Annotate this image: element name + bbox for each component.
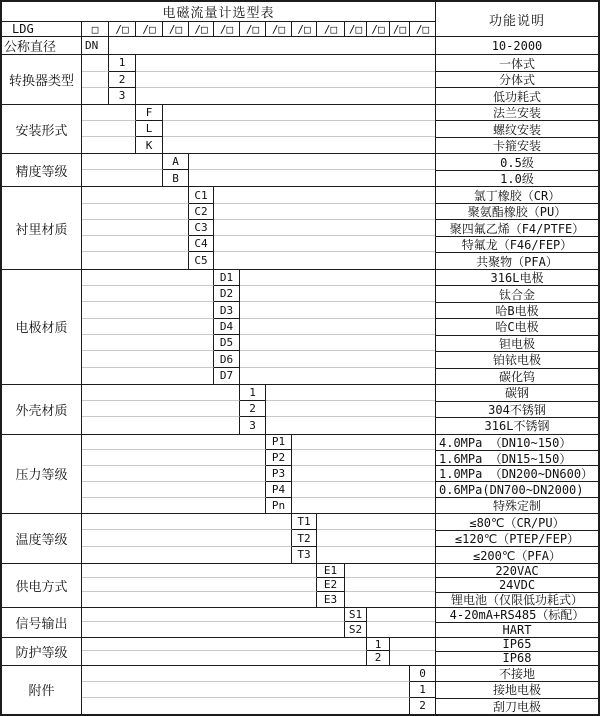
function-cell: 0.5级 [436, 154, 598, 171]
row-group-label: 压力等级 [2, 435, 82, 514]
empty-cell [82, 435, 266, 451]
function-cells [435, 514, 598, 562]
function-cell: 304不锈钢 [436, 402, 598, 419]
function-cell: 特氟龙（F46/FEP） [436, 237, 598, 253]
function-cell: 共聚物（PFA） [476, 254, 558, 269]
empty-cell [82, 651, 367, 664]
function-cell: 锂电池（仅限低功耗式） [450, 593, 583, 607]
function-column-header: 功能说明 [435, 2, 598, 36]
function-cell: HART [502, 622, 532, 637]
empty-cell [367, 608, 435, 623]
code-cell: C2 [189, 204, 214, 220]
function-cell: 氯丁橡胶（CR） [436, 187, 598, 203]
group-mounting-style [2, 105, 598, 154]
model-segment-box: /□ [189, 22, 214, 36]
function-cell: 钛合金 [436, 286, 598, 302]
row-group-label: 电极材质 [2, 270, 82, 384]
group-housing-material [2, 385, 598, 434]
row-group-label: 精度等级 [2, 154, 82, 186]
function-cell: ≤120℃（PTEP/FEP） [436, 531, 598, 548]
empty-cell [82, 302, 214, 318]
group-accuracy-class [2, 154, 598, 187]
empty-cell [163, 105, 435, 121]
row-group-label: 供电方式 [2, 564, 82, 607]
empty-cell [214, 252, 435, 268]
empty-cell [317, 514, 435, 530]
function-cell: 哈B电极 [436, 303, 598, 319]
empty-cell [82, 682, 410, 698]
code-cell: C1 [189, 187, 214, 203]
model-segment-box: /□ [266, 22, 292, 36]
code-cell: Pn [266, 498, 292, 514]
function-cells [435, 105, 598, 153]
empty-cell [82, 385, 240, 401]
function-cell: 一体式 [436, 55, 598, 72]
code-cell: C5 [189, 252, 214, 268]
code-cell: D6 [214, 351, 240, 367]
empty-cell [266, 401, 435, 417]
function-cells [435, 564, 598, 607]
code-cell: B [163, 170, 189, 186]
model-segment-box: /□ [163, 22, 189, 36]
row-group-label: 转换器类型 [2, 55, 82, 103]
code-cell: L [136, 121, 163, 137]
empty-cell [82, 466, 266, 482]
code-cell: D1 [214, 270, 240, 286]
code-cell: K [136, 137, 163, 153]
empty-cell [240, 319, 435, 335]
function-cell: 刮刀电极 [492, 699, 541, 714]
empty-cell [82, 530, 292, 546]
model-segment-box: /□ [136, 22, 163, 36]
empty-cell [266, 417, 435, 433]
model-segment-box: /□ [367, 22, 390, 36]
row-group-label: 外壳材质 [2, 385, 82, 433]
function-cell: 聚氨酯橡胶（PU） [436, 204, 598, 220]
function-cell: 低功耗式 [492, 89, 541, 104]
function-cell: 316L不锈钢 [484, 419, 550, 434]
function-cell: 1.0级 [500, 172, 534, 187]
model-segment-box: /□ [317, 22, 345, 36]
code-cell: C3 [189, 220, 214, 236]
empty-cell [82, 187, 189, 203]
empty-cell [292, 482, 435, 498]
function-cells [435, 385, 598, 433]
code-cell: 2 [240, 401, 266, 417]
model-code-row [2, 22, 435, 36]
empty-cell [345, 578, 435, 592]
empty-cell [82, 204, 189, 220]
function-cells [435, 638, 598, 665]
function-cells [435, 608, 598, 637]
empty-cell [82, 417, 240, 433]
function-cell: 螺纹安装 [436, 121, 598, 138]
empty-cell [240, 351, 435, 367]
row-group-label: 公称直径 [2, 37, 82, 54]
empty-cell [345, 592, 435, 606]
code-cell: P4 [266, 482, 292, 498]
empty-cell [82, 335, 214, 351]
model-segment-box: /□ [292, 22, 317, 36]
empty-cell [136, 72, 435, 88]
group-signal-output [2, 608, 598, 638]
code-cell: D2 [214, 286, 240, 302]
function-cell: 聚四氟乙烯（F4/PTFE） [436, 220, 598, 236]
function-cell: 1.6MPa （DN15~150） [436, 451, 598, 467]
function-cell: 1.0MPa （DN200~DN600） [436, 466, 598, 482]
empty-cell [292, 435, 435, 451]
code-cell: 1 [367, 638, 390, 651]
model-first-box: □ [82, 22, 109, 36]
empty-cell [82, 666, 410, 682]
code-cell: S1 [345, 608, 367, 623]
code-cell: E1 [317, 564, 345, 578]
empty-cell [82, 170, 163, 186]
function-cells [435, 270, 598, 384]
empty-cell [82, 514, 292, 530]
code-cell: C4 [189, 236, 214, 252]
empty-cell [214, 236, 435, 252]
empty-cell [82, 236, 189, 252]
header-left [2, 2, 435, 36]
empty-cell [82, 638, 367, 651]
empty-cell [266, 385, 435, 401]
empty-cell [82, 286, 214, 302]
empty-cell [82, 72, 109, 88]
empty-cell [82, 121, 136, 137]
model-segment-box: /□ [214, 22, 240, 36]
function-cell: 铂铱电极 [436, 352, 598, 368]
function-cell: 不接地 [436, 666, 598, 683]
code-cell: 1 [410, 682, 435, 698]
code-cell: T2 [292, 530, 317, 546]
empty-cell [390, 638, 435, 651]
function-cell: 碳化钨 [498, 369, 535, 384]
function-cell: 220VAC [436, 564, 598, 579]
function-cell: 0.6MPa(DN700~DN2000) [436, 482, 598, 498]
function-cell: 特殊定制 [492, 499, 541, 514]
empty-cell [214, 187, 435, 203]
function-cell: IP65 [436, 638, 598, 652]
function-cell: ≤200℃（PFA） [472, 548, 562, 563]
function-cells [435, 154, 598, 186]
code-cell: 0 [410, 666, 435, 682]
model-segment-box: /□ [390, 22, 410, 36]
empty-cell [109, 37, 435, 54]
row-group-label: 附件 [2, 666, 82, 714]
group-nominal-diameter [2, 37, 598, 55]
code-cell: D7 [214, 368, 240, 384]
group-protection-class [2, 638, 598, 666]
empty-cell [240, 286, 435, 302]
empty-cell [292, 466, 435, 482]
function-cell: 卡箍安装 [492, 139, 541, 154]
function-cell: 24VDC [436, 578, 598, 593]
model-prefix: LDG [2, 22, 82, 36]
row-group-label: 安装形式 [2, 105, 82, 153]
empty-cell [136, 88, 435, 104]
empty-cell [82, 498, 266, 514]
empty-cell [82, 55, 109, 71]
empty-cell [214, 204, 435, 220]
code-cell: 1 [240, 385, 266, 401]
empty-cell [82, 88, 109, 104]
group-power-supply [2, 564, 598, 608]
code-cell: 2 [109, 72, 136, 88]
code-cell: T3 [292, 547, 317, 563]
empty-cell [82, 270, 214, 286]
empty-cell [240, 270, 435, 286]
empty-cell [214, 220, 435, 236]
table-title: 电磁流量计选型表 [2, 2, 435, 22]
function-cell: 接地电极 [436, 682, 598, 699]
function-cell: IP68 [502, 651, 532, 665]
model-segment-box: /□ [345, 22, 367, 36]
code-cell: D3 [214, 302, 240, 318]
empty-cell [82, 450, 266, 466]
empty-cell [82, 252, 189, 268]
empty-cell [82, 401, 240, 417]
empty-cell [240, 368, 435, 384]
empty-cell [82, 137, 136, 153]
empty-cell [163, 121, 435, 137]
row-group-label: 温度等级 [2, 514, 82, 562]
row-group-label: 信号输出 [2, 608, 82, 637]
code-cell: S2 [345, 622, 367, 637]
empty-cell [82, 368, 214, 384]
function-cells [435, 187, 598, 268]
function-cell: 碳钢 [436, 385, 598, 402]
group-temperature-rating [2, 514, 598, 563]
empty-cell [189, 154, 435, 170]
model-segment-box: /□ [109, 22, 136, 36]
function-cell: 钽电极 [436, 336, 598, 352]
row-group-label: 防护等级 [2, 638, 82, 665]
empty-cell [317, 530, 435, 546]
code-cell: T1 [292, 514, 317, 530]
function-cell: 分体式 [436, 72, 598, 89]
empty-cell [292, 450, 435, 466]
code-cell: 1 [109, 55, 136, 71]
code-cell: E2 [317, 578, 345, 592]
code-cell: E3 [317, 592, 345, 606]
code-cell: F [136, 105, 163, 121]
empty-cell [390, 651, 435, 664]
empty-cell [82, 482, 266, 498]
row-group-label: 衬里材质 [2, 187, 82, 268]
code-cell: D5 [214, 335, 240, 351]
group-electrode-material [2, 270, 598, 385]
empty-cell [136, 55, 435, 71]
empty-cell [240, 302, 435, 318]
empty-cell [82, 220, 189, 236]
code-cell: D4 [214, 319, 240, 335]
empty-cell [82, 154, 163, 170]
group-pressure-rating [2, 435, 598, 515]
code-cell: P2 [266, 450, 292, 466]
code-cell: DN [82, 37, 109, 54]
code-cell: A [163, 154, 189, 170]
table-header [2, 2, 598, 37]
code-cell: P3 [266, 466, 292, 482]
empty-cell [82, 547, 292, 563]
empty-cell [345, 564, 435, 578]
empty-cell [82, 698, 410, 714]
function-cells [435, 666, 598, 714]
code-cell: 2 [419, 699, 426, 713]
empty-cell [82, 564, 317, 578]
function-cells [435, 435, 598, 514]
function-cells [435, 55, 598, 103]
model-segment-box: /□ [415, 22, 430, 36]
code-cell: 2 [367, 651, 390, 664]
empty-cell [82, 592, 317, 606]
group-liner-material [2, 187, 598, 269]
empty-cell [82, 105, 136, 121]
code-cell: 3 [240, 417, 266, 433]
code-cell: P1 [266, 435, 292, 451]
empty-cell [367, 622, 435, 637]
function-cells [435, 37, 598, 54]
function-cell: 4.0MPa （DN10~150） [436, 435, 598, 451]
group-converter-type [2, 55, 598, 104]
empty-cell [82, 351, 214, 367]
empty-cell [240, 335, 435, 351]
empty-cell [317, 547, 435, 563]
code-cell: 3 [109, 88, 136, 104]
empty-cell [292, 498, 435, 514]
group-accessories [2, 666, 598, 714]
function-cell: 法兰安装 [436, 105, 598, 122]
function-cell: 4-20mA+RS485（标配） [436, 608, 598, 623]
empty-cell [82, 578, 317, 592]
empty-cell [82, 622, 345, 637]
empty-cell [189, 170, 435, 186]
function-cell: 316L电极 [436, 270, 598, 286]
empty-cell [82, 319, 214, 335]
empty-cell [163, 137, 435, 153]
function-cell: ≤80℃（CR/PU） [436, 514, 598, 531]
model-segment-box: /□ [240, 22, 266, 36]
function-cell: 哈C电极 [436, 319, 598, 335]
function-cell: 10-2000 [491, 38, 543, 53]
empty-cell [82, 608, 345, 623]
